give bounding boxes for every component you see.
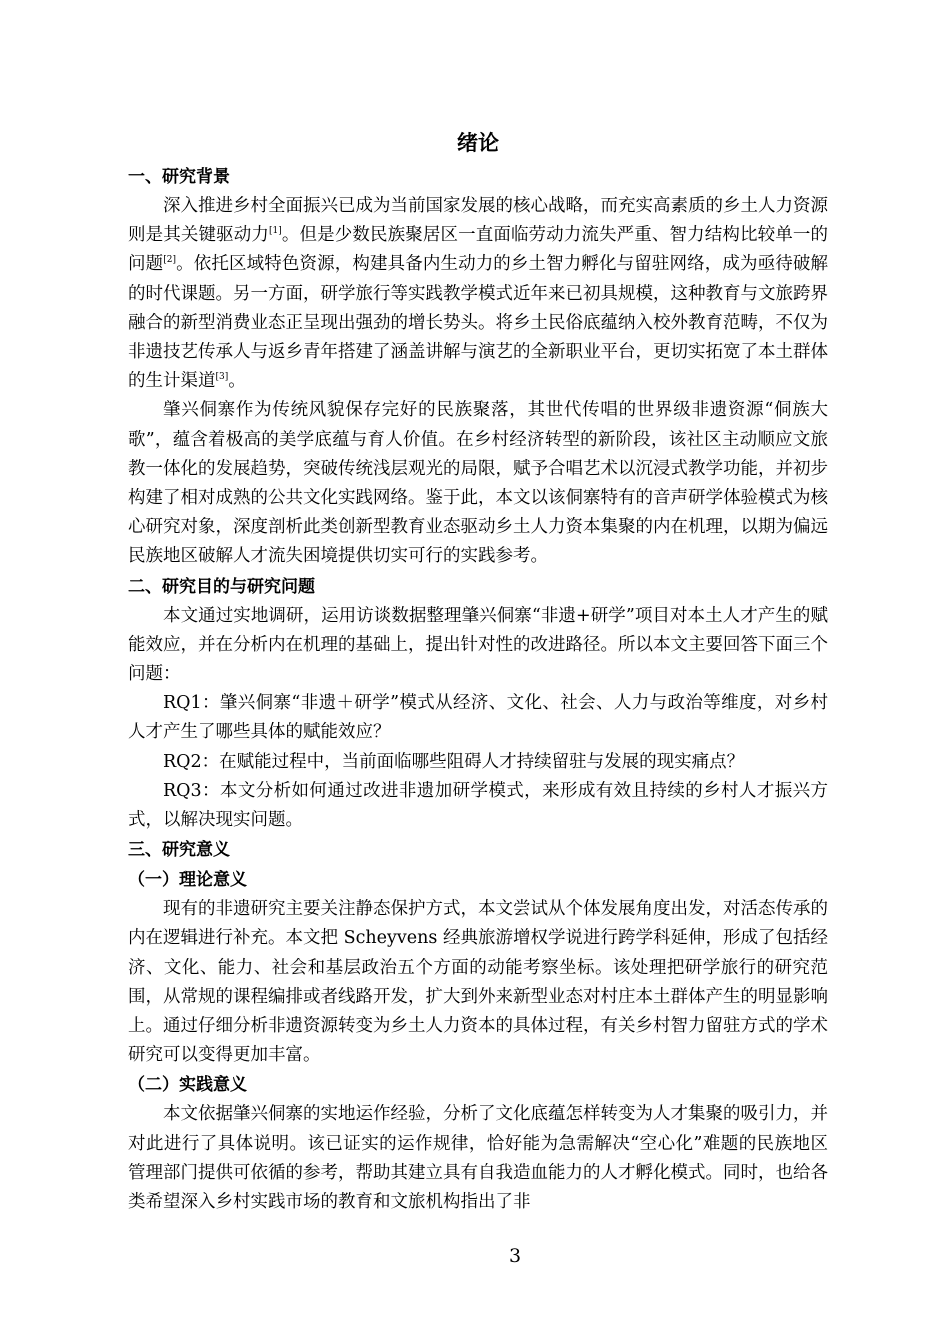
research-question-1: RQ1：肇兴侗寨“非遗＋研学”模式从经济、文化、社会、人力与政治等维度，对乡村人才产生了哪些具体的赋能效应？ — [128, 693, 828, 743]
paragraph-objectives: 本文通过实地调研，运用访谈数据整理肇兴侗寨“非遗+研学”项目对本土人才产生的赋能效应，并在分析内在机理的基础上，提出针对性的改进路径。所以本文主要回答下面三个问题： — [128, 605, 828, 685]
page-title: 绪论 — [457, 131, 499, 155]
page-content — [128, 128, 828, 1217]
paragraph-theory: 现有的非遗研究主要关注静态保护方式，本文尝试从个体发展角度出发，对活态传承的内在逻辑进行补充。本文把 Scheyvens 经典旅游增权学说进行跨学科延伸，形成了包括经济、文化、能力、社会和基层政治五个方面的动能考察坐标。该处理把研学旅行的研究范围，从常规的课程编排或者线路开发，扩大到外来新型业态对村庄本土群体产生的明显影响上。通过仔细分析非遗资源转变为乡土人力资本的具体过程，有关乡村智力留驻方式的学术研究可以变得更加丰富。 — [128, 899, 828, 1066]
paragraph-practice: 本文依据肇兴侗寨的实地运作经验，分析了文化底蕴怎样转变为人才集聚的吸引力，并对此进行了具体说明。该已证实的运作规律，恰好能为急需解决“空心化”难题的民族地区管理部门提供可依循的参考，帮助其建立具有自我造血能力的人才孵化模式。同时，也给各类希望深入乡村实践市场的教育和文旅机构指出了非 — [128, 1104, 828, 1213]
citation-3[interactable]: [3] — [215, 372, 229, 383]
page-number: 3 — [508, 1245, 522, 1267]
section-heading-background: 一、研究背景 — [128, 167, 230, 187]
paragraph-background-1: 深入推进乡村全面振兴已成为当前国家发展的核心战略，而充实高素质的乡土人力资源则是其关键驱动力[1]。但是少数民族聚居区一直面临劳动力流失严重、智力结构比较单一的问题[2]。依托区域特色资源，构建具备内生动力的乡土智力孵化与留驻网络，成为亟待破解的时代课题。另一方面，研学旅行等实践教学模式近年来已初具规模，这种教育与文旅跨界融合的新型消费业态正呈现出强劲的增长势头。将乡土民俗底蕴纳入校外教育范畴，不仅为非遗技艺传承人与返乡青年搭建了涵盖讲解与演艺的全新职业平台，更切实拓宽了本土群体的生计渠道[3]。 — [128, 196, 829, 392]
section-heading-significance: 三、研究意义 — [128, 840, 230, 861]
research-question-3: RQ3：本文分析如何通过改进非遗加研学模式，来形成有效且持续的乡村人才振兴方式，以解决现实问题。 — [128, 780, 828, 831]
subsection-heading-practice: （二）实践意义 — [128, 1075, 247, 1096]
subsection-heading-theory: （一）理论意义 — [128, 870, 247, 891]
research-question-2: RQ2：在赋能过程中，当前面临哪些阻碍人才持续留驻与发展的现实痛点？ — [163, 751, 745, 772]
paragraph-background-2: 肇兴侗寨作为传统风貌保存完好的民族聚落，其世代传唱的世界级非遗资源“侗族大歌”，蕴含着极高的美学底蕴与育人价值。在乡村经济转型的新阶段，该社区主动顺应文旅教一体化的发展趋势，突破传统浅层观光的局限，赋予合唱艺术以沉浸式教学功能，并初步构建了相对成熟的公共文化实践网络。鉴于此，本文以该侗寨特有的音声研学体验模式为核心研究对象，深度剖析此类创新型教育业态驱动乡土人力资本集聚的内在机理，以期为偏远民族地区破解人才流失困境提供切实可行的实践参考。 — [128, 400, 828, 567]
citation-1[interactable]: [1] — [268, 226, 282, 237]
section-heading-objectives: 二、研究目的与研究问题 — [128, 576, 315, 597]
citation-2[interactable]: [2] — [163, 255, 176, 266]
